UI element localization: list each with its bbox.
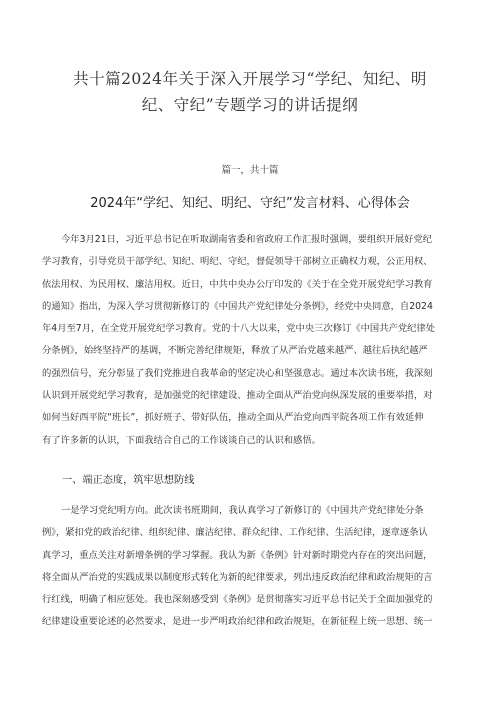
paragraph-intro (42, 229, 458, 452)
paragraph-line: 例》，紧扣党的政治纪律、组织纪律、廉洁纪律、群众纪律、工作纪律、生活纪律，逐章逐条认 (42, 527, 428, 539)
paragraph-line: 真学习，重点关注对新增条例的学习掌握。我认为新《条例》针对新时期党内存在的突出问题， (42, 549, 433, 561)
title-line-1: 共十篇2024年关于深入开展学习“学纪、知纪、明 (73, 70, 427, 88)
paragraph-line: 行红线，明确了相应惩处。我也深刻感受到《条例》是贯彻落实习近平总书记关于全面加强党的 (42, 594, 433, 606)
paragraph-line: 的强烈信号，充分彰显了我们党推进自我革命的坚定决心和坚强意志。通过本次读书班，我深刻 (42, 367, 433, 379)
paragraph-line: 依法用权、为民用权、廉洁用权。近日，中共中央办公厅印发的《关于在全党开展党纪学习教育 (42, 278, 433, 290)
paragraph-line: 的通知》指出，为深入学习贯彻新修订的《中国共产党纪律处分条例》，经党中央同意，自2024 (42, 300, 433, 312)
paragraph-line: 有了许多新的认识，下面我结合自己的工作谈谈自己的认识和感悟。 (42, 434, 321, 446)
document-title (48, 66, 452, 118)
paragraph-line: 将全面从严治党的实践成果以制度形式转化为新的纪律要求，列出违反政治纪律和政治规矩的言 (42, 571, 433, 583)
paragraph-line: 纪律建设重要论述的必然要求，是进一步严明政治纪律和政治规矩，在新征程上统一思想、统一 (42, 616, 433, 628)
section-subtitle: 2024年“学纪、知纪、明纪、守纪”发言材料、心得体会 (90, 196, 410, 211)
paragraph-line: 如何当好西平院“班长”，抓好班子、带好队伍，推动全面从严治党向西平院各项工作有效延伸 (42, 412, 424, 424)
paragraph-line: 一是学习党纪明方向。此次读书班期间，我认真学习了新修订的《中国共产党纪律处分条 (61, 505, 424, 516)
section-label: 篇一，共十篇 (221, 165, 279, 176)
paragraph-line: 认识到开展党纪学习教育，是加强党的纪律建设、推动全面从严治党向纵深发展的重要举措，对 (42, 390, 433, 402)
paragraph-line: 分条例》，始终坚持严的基调，不断完善纪律规矩，释放了从严治党越来越严、越往后执纪越严 (42, 345, 428, 357)
title-line-2: 纪、守纪”专题学习的讲话提纲 (141, 96, 359, 114)
paragraph-body (42, 500, 458, 634)
paragraph-line: 学习教育，引导党员干部学纪、知纪、明纪、守纪，督促领导干部树立正确权力观，公正用权、 (42, 256, 433, 268)
paragraph-line: 年4月至7月，在全党开展党纪学习教育。党的十八大以来，党中央三次修订《中国共产党纪律处 (42, 323, 436, 335)
section-heading: 一、端正态度，筑牢思想防线 (62, 475, 195, 486)
paragraph-line: 今年3月21日，习近平总书记在听取湖南省委和省政府工作汇报时强调，要组织开展好党纪 (61, 234, 433, 245)
